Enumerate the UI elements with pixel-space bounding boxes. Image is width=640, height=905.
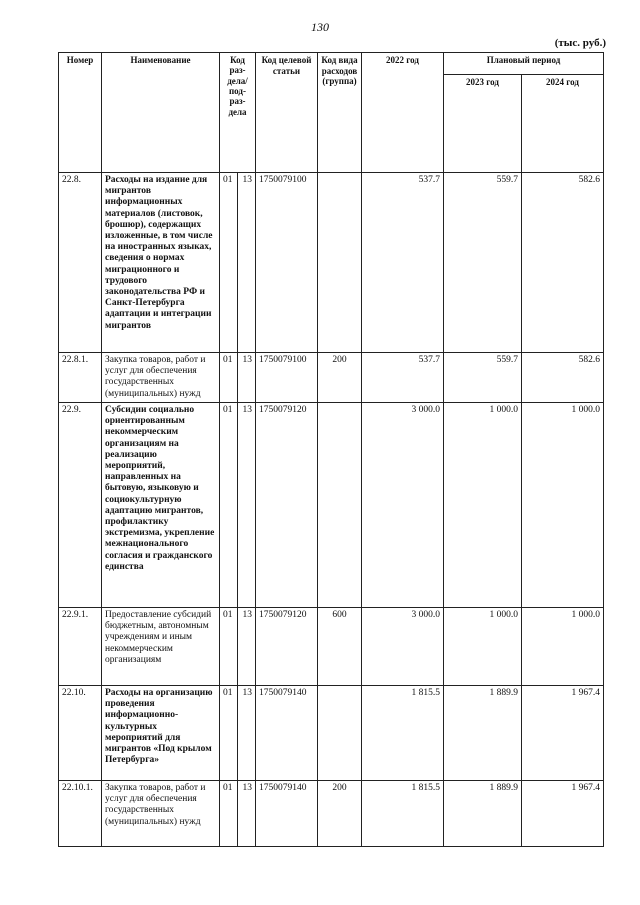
header-2022: 2022 год: [362, 53, 444, 173]
table-row: [59, 173, 604, 353]
row-subsection: 13: [238, 173, 256, 353]
row-subsection: 13: [238, 608, 256, 686]
row-number: 22.9.: [59, 403, 102, 608]
row-amount-2024: 1 967.4: [522, 686, 604, 781]
row-subsection: 13: [238, 781, 256, 847]
row-number: 22.8.1.: [59, 353, 102, 403]
units-label: (тыс. руб.): [554, 37, 606, 49]
row-section: 01: [220, 608, 238, 686]
header-2023: 2023 год: [444, 75, 522, 173]
row-amount-2024: 1 000.0: [522, 608, 604, 686]
row-name: Закупка товаров, работ и услуг для обеспечения государственных (муниципальных) нужд: [102, 781, 220, 847]
row-name: Закупка товаров, работ и услуг для обеспечения государственных (муниципальных) нужд: [102, 353, 220, 403]
row-amount-2024: 582.6: [522, 353, 604, 403]
header-group: Код вида расходов (группа): [318, 53, 362, 173]
table-row: [59, 781, 604, 847]
row-expense-group: [318, 403, 362, 608]
table-row: [59, 403, 604, 608]
page-number: 130: [311, 20, 329, 34]
row-expense-group: 200: [318, 353, 362, 403]
row-name: Субсидии социально ориентированным некоммерческим организациям на реализацию мероприятий, направленных на бытовую, языковую и социокультурную адаптацию мигрантов, профилактику экстремизма, укрепление межнационального согласия и гражданского единства: [102, 403, 220, 608]
row-expense-group: 600: [318, 608, 362, 686]
header-number: Номер: [59, 53, 102, 173]
row-amount-2022: 1 815.5: [362, 781, 444, 847]
row-subsection: 13: [238, 686, 256, 781]
row-number: 22.10.: [59, 686, 102, 781]
row-amount-2023: 1 000.0: [444, 403, 522, 608]
row-expense-group: 200: [318, 781, 362, 847]
row-target-code: 1750079120: [256, 608, 318, 686]
row-amount-2022: 1 815.5: [362, 686, 444, 781]
row-expense-group: [318, 173, 362, 353]
row-number: 22.8.: [59, 173, 102, 353]
header-plan-period: Плановый период: [444, 53, 604, 75]
row-amount-2022: 537.7: [362, 173, 444, 353]
row-number: 22.10.1.: [59, 781, 102, 847]
header-razdel: Код раз-дела/ под-раз-дела: [220, 53, 256, 173]
row-expense-group: [318, 686, 362, 781]
header-2024: 2024 год: [522, 75, 604, 173]
row-amount-2023: 1 889.9: [444, 686, 522, 781]
row-target-code: 1750079140: [256, 781, 318, 847]
row-section: 01: [220, 403, 238, 608]
table-row: [59, 353, 604, 403]
budget-table: [58, 52, 604, 847]
row-amount-2023: 559.7: [444, 353, 522, 403]
row-section: 01: [220, 686, 238, 781]
row-target-code: 1750079100: [256, 353, 318, 403]
row-target-code: 1750079140: [256, 686, 318, 781]
row-subsection: 13: [238, 353, 256, 403]
row-amount-2022: 3 000.0: [362, 608, 444, 686]
row-amount-2023: 1 889.9: [444, 781, 522, 847]
row-name: Расходы на издание для мигрантов информационных материалов (листовок, брошюр), содержащих изложенные, в том числе на иностранных языках, сведения о нормах миграционного и трудового законодательства РФ и Санкт-Петербурга адаптации и интеграции мигрантов: [102, 173, 220, 353]
row-amount-2024: 1 967.4: [522, 781, 604, 847]
row-name: Предоставление субсидий бюджетным, автономным учреждениям и иным некоммерческим организациям: [102, 608, 220, 686]
table-body: [59, 173, 604, 847]
row-section: 01: [220, 781, 238, 847]
row-number: 22.9.1.: [59, 608, 102, 686]
row-amount-2022: 3 000.0: [362, 403, 444, 608]
row-section: 01: [220, 353, 238, 403]
row-amount-2023: 559.7: [444, 173, 522, 353]
row-amount-2023: 1 000.0: [444, 608, 522, 686]
row-target-code: 1750079120: [256, 403, 318, 608]
row-target-code: 1750079100: [256, 173, 318, 353]
row-amount-2024: 1 000.0: [522, 403, 604, 608]
header-target: Код целевой статьи: [256, 53, 318, 173]
row-subsection: 13: [238, 403, 256, 608]
header-name: Наименование: [102, 53, 220, 173]
table-row: [59, 686, 604, 781]
table-row: [59, 608, 604, 686]
row-name: Расходы на организацию проведения информационно-культурных мероприятий для мигрантов «Под крылом Петербурга»: [102, 686, 220, 781]
row-amount-2022: 537.7: [362, 353, 444, 403]
row-section: 01: [220, 173, 238, 353]
row-amount-2024: 582.6: [522, 173, 604, 353]
